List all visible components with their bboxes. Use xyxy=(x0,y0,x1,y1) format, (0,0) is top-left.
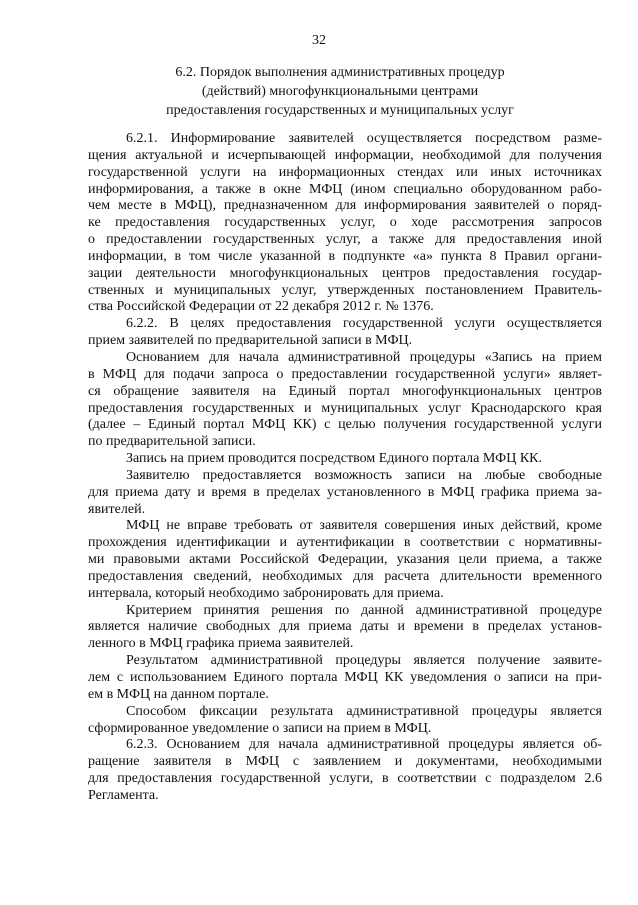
paragraph-line: Заявителю предоставляется возможность записи на любые свободные xyxy=(126,467,602,483)
paragraph-line: Регламента. xyxy=(88,787,159,803)
paragraph xyxy=(88,131,602,316)
paragraph-line: чем месте в МФЦ), предназначенном для информирования заявителей о поряд- xyxy=(88,198,602,214)
paragraph xyxy=(88,653,602,704)
paragraph-line: в МФЦ для подачи запроса о предоставлении государственной услуги» являет- xyxy=(88,366,602,382)
paragraph-line: является наличие свободных для приема даты и времени в пределах установ- xyxy=(88,619,602,635)
section-heading-line: 6.2. Порядок выполнения административных процедур xyxy=(175,65,505,80)
paragraph-line: ства Российской Федерации от 22 декабря 2012 г. № 1376. xyxy=(88,299,434,315)
paragraph xyxy=(88,603,602,654)
paragraph-line: ращение заявителя в МФЦ с заявлением и документами, необходимыми xyxy=(88,754,602,770)
paragraph xyxy=(88,518,602,602)
paragraph xyxy=(88,350,602,451)
paragraph-line: информации, в том числе указанной в подпункте «а» пункта 8 Правил органи- xyxy=(88,248,602,264)
paragraph-line: щения актуальной и исчерпывающей информации, необходимой для получения xyxy=(88,147,602,163)
paragraph-line: сформированное уведомление о записи на прием в МФЦ. xyxy=(88,720,432,736)
paragraph-line: для предоставления государственной услуги, в соответствии с подразделом 2.6 xyxy=(88,771,602,787)
paragraph-line: МФЦ не вправе требовать от заявителя совершения иных действий, кроме xyxy=(126,518,602,534)
paragraph xyxy=(88,316,602,350)
paragraph-line: государственной услуги на информационных стендах или иных источниках xyxy=(88,164,602,180)
paragraph-line: лем с использованием Единого портала МФЦ КК уведомления о записи на при- xyxy=(88,670,602,685)
paragraph-line: ке предоставления государственных услуг, о ходе рассмотрения запросов xyxy=(88,215,602,231)
paragraph-line: для приема дату и время в пределах установленного в МФЦ графика приема за- xyxy=(88,484,602,500)
paragraph-line: явителей. xyxy=(88,501,146,517)
paragraph-line: Способом фиксации результата административной процедуры является xyxy=(126,703,602,719)
section-heading-line: предоставления государственных и муниципальных услуг xyxy=(166,103,514,118)
paragraph-line: 6.2.3. Основанием для начала административной процедуры является об- xyxy=(126,737,602,753)
page-number: 32 xyxy=(312,33,326,48)
paragraph-line: информирования, а также в окне МФЦ (ином специально оборудованном рабо- xyxy=(88,181,602,197)
paragraph-line: зации деятельности многофункциональных центров предоставления государ- xyxy=(88,265,602,281)
paragraph-line: Критерием принятия решения по данной административной процедуре xyxy=(126,602,602,618)
section-heading-line: (действий) многофункциональными центрами xyxy=(201,84,479,99)
paragraph-line: ем в МФЦ на данном портале. xyxy=(88,686,269,702)
paragraph xyxy=(88,468,602,519)
paragraph-line: (далее – Единый портал МФЦ КК) с целью получения государственной услуги xyxy=(88,417,602,433)
paragraph xyxy=(88,737,602,804)
paragraph-line: прием заявителей по предварительной записи в МФЦ. xyxy=(88,333,413,349)
document-body xyxy=(88,131,602,805)
paragraph-line: 6.2.1. Информирование заявителей осуществляется посредством разме- xyxy=(126,131,602,146)
paragraph-line: предоставления сведений, необходимых для расчета длительности временного xyxy=(88,568,602,584)
paragraph-line: Результатом административной процедуры является получение заявите- xyxy=(126,653,602,669)
paragraph-line: предоставления государственных и муниципальных услуг Краснодарского края xyxy=(88,400,602,416)
section-heading xyxy=(60,63,620,120)
paragraph-line: о предоставлении государственных услуг, а также для предоставления иной xyxy=(88,232,602,248)
paragraph xyxy=(88,451,602,468)
paragraph-line: интервала, который необходимо забронировать для приема. xyxy=(88,585,444,601)
paragraph-line: ми правовыми актами Российской Федерации, указания цели приема, а также xyxy=(88,552,602,568)
paragraph-line: ственных и муниципальных услуг, утвержденных постановлением Правитель- xyxy=(88,282,602,298)
paragraph-line: ленного в МФЦ графика приема заявителей. xyxy=(88,636,354,652)
paragraph-line: 6.2.2. В целях предоставления государственной услуги осуществляется xyxy=(126,316,602,332)
paragraph-line: Запись на прием проводится посредством Единого портала МФЦ КК. xyxy=(126,451,542,467)
paragraph-line: прохождения идентификации и аутентификации в соответствии с нормативны- xyxy=(88,535,602,551)
paragraph-line: ся обращение заявителя на Единый портал многофункциональных центров xyxy=(88,383,602,399)
paragraph-line: по предварительной записи. xyxy=(88,434,256,450)
paragraph xyxy=(88,704,602,738)
paragraph-line: Основанием для начала административной процедуры «Запись на прием xyxy=(126,349,602,365)
